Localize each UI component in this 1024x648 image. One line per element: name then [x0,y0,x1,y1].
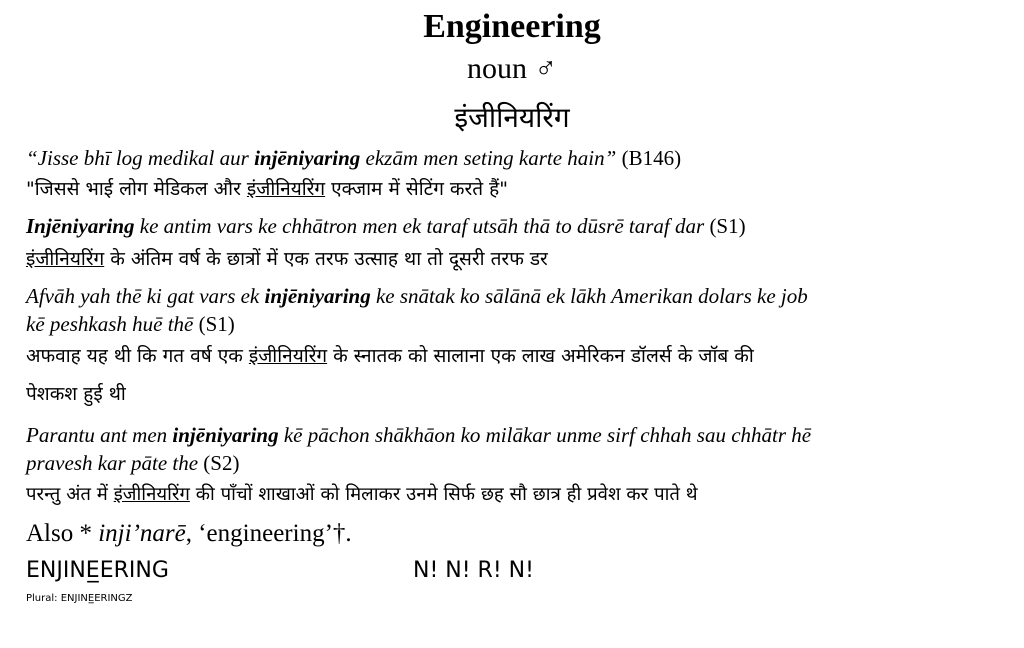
example-3-hindi-cont: पेशकश हुई थी [26,383,126,405]
example-3-keyword: injēniyaring [264,284,371,308]
example-4-translit-a: Parantu ant men [26,423,173,447]
example-3-hindi-a: अफवाह यह थी कि गत वर्ष एक [26,345,249,367]
example-1-transliteration [26,146,681,171]
example-4-hindi-b: की पाँचों शाखाओं को मिलाकर उनमे सिर्फ छह सौ छात्र ही प्रवेश कर पाते थे [189,484,698,505]
entry-hindi-headword: इंजीनियरिंग [454,101,570,134]
example-4-translit-b: kē pāchon shākhāon ko milākar unme sirf chhah sau chhātr hē [278,423,812,447]
example-4-hindi-keyword: इंजीनियरिंग [113,484,190,505]
example-1-translit-b: ekzām men seting karte hain” [360,146,617,170]
example-1-translit-a: “Jisse bhī log medikal aur [26,146,255,170]
example-3-hindi-keyword: इंजीनियरिंग [248,345,328,367]
example-3-transliteration [26,284,808,309]
part-of-speech: noun ♂ [467,52,557,85]
respelling: ENJINE̲̲ERING [26,558,169,583]
example-3-hindi-b: के स्नातक को सालाना एक लाख अमेरिकन डॉलर्स के जॉब की [327,345,754,367]
example-1-hindi-keyword: इंजीनियरिंग [246,178,326,200]
also-variant-form: inji’narē [98,520,186,547]
example-4-source: (S2) [198,451,240,475]
example-1-keyword: injēniyaring [254,146,361,170]
also-gloss: , ‘engineering’†. [185,520,352,547]
plural-form: Plural: ENJINE̲̲ERINGZ [26,593,133,604]
example-2-transliteration [26,214,746,239]
example-1-hindi-b: एक्जाम में सेटिंग करते हैं" [325,178,508,200]
example-3-translit-b: ke snātak ko sālānā ek lākh Amerikan dolars ke job [370,284,808,308]
example-2-keyword: Injēniyaring [26,214,135,238]
example-3-transliteration-cont [26,312,235,337]
example-4-transliteration-cont [26,451,239,476]
example-3-hindi [26,342,754,368]
example-4-transliteration [26,423,811,448]
also-prefix: Also * [26,520,99,547]
example-2-hindi-keyword: इंजीनियरिंग [26,248,105,270]
entry-headword: Engineering [423,8,601,45]
example-4-translit-line2: pravesh kar pāte the [26,451,199,475]
example-4-hindi-a: परन्तु अंत में [26,484,114,505]
example-2-source: (S1) [704,214,746,238]
example-3-source: (S1) [193,312,235,336]
example-1-hindi [26,175,508,201]
example-2-translit-b: ke antim vars ke chhātron men ek taraf utsāh thā to dūsrē taraf dar [134,214,705,238]
example-1-source: (B146) [616,146,682,170]
example-3-translit-line2: kē peshkash huē thē [26,312,194,336]
example-2-hindi [26,245,548,271]
example-2-hindi-b: के अंतिम वर्ष के छात्रों में एक तरफ उत्साह था तो दूसरी तरफ डर [104,248,548,270]
stress-marks: N! N! R! N! [413,558,534,583]
example-4-hindi [26,481,698,506]
example-3-translit-a: Afvāh yah thē ki gat vars ek [26,284,265,308]
example-4-keyword: injēniyaring [172,423,279,447]
also-variant-line [26,520,352,548]
example-1-hindi-a: "जिससे भाई लोग मेडिकल और [26,178,247,200]
